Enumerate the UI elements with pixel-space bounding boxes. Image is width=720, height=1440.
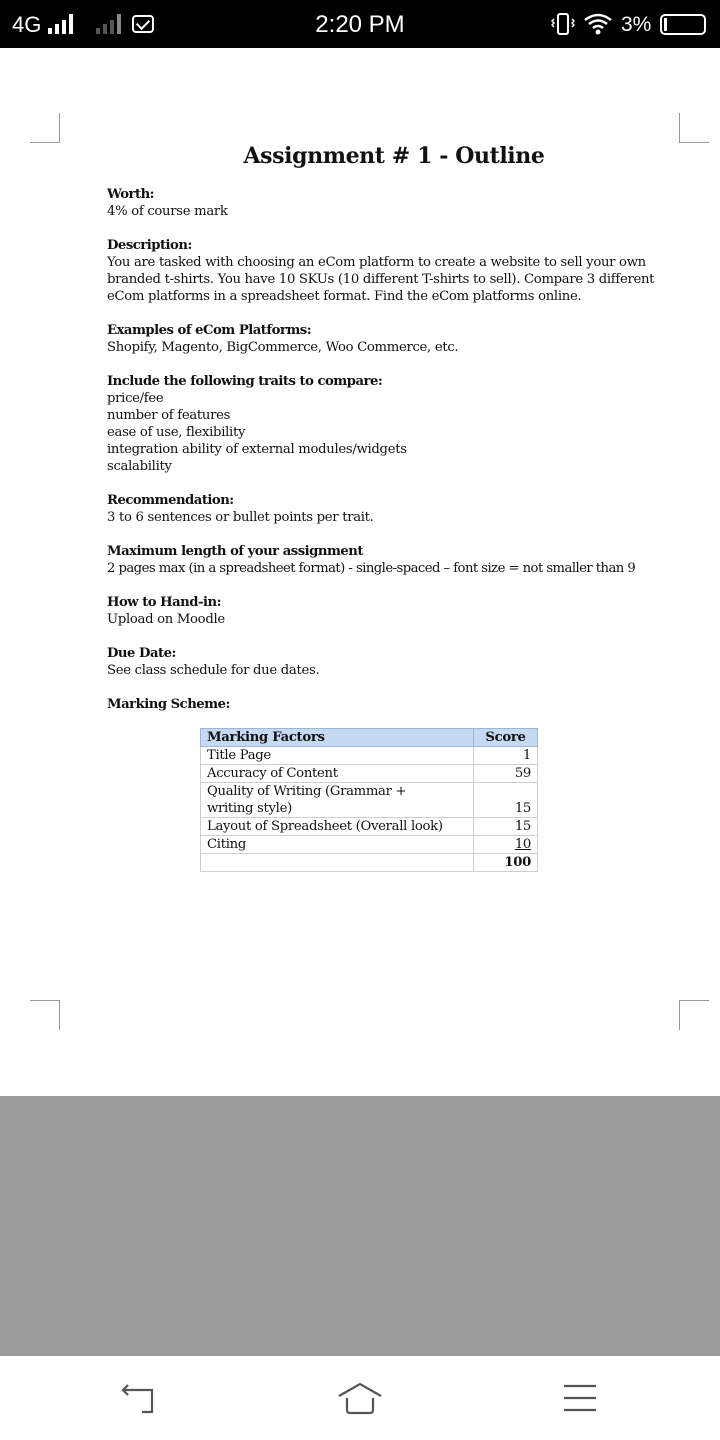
page-corner-mark (30, 1000, 60, 1030)
table-cell-empty (201, 854, 474, 872)
section-text: 4% of course mark (107, 204, 228, 219)
table-cell: 10 (474, 836, 538, 854)
navigation-bar (0, 1356, 720, 1440)
trait-item: scalability (107, 459, 172, 474)
section-description (107, 237, 687, 305)
table-cell: 59 (474, 765, 538, 783)
table-total-cell: 100 (474, 854, 538, 872)
vibrate-icon (551, 12, 575, 36)
section-heading: Due Date: (107, 646, 176, 661)
back-icon[interactable] (114, 1376, 164, 1420)
document-title: Assignment # 1 - Outline (243, 143, 545, 169)
section-heading: Worth: (107, 187, 155, 202)
trait-item: price/fee (107, 391, 164, 406)
section-text: Upload on Moodle (107, 612, 225, 627)
document-page[interactable] (0, 48, 720, 1096)
table-cell: Title Page (201, 747, 474, 765)
section-heading: Description: (107, 238, 192, 253)
table-cell-line: writing style) (207, 801, 292, 816)
marking-table (200, 728, 538, 872)
section-recommendation (107, 492, 687, 526)
table-header-cell: Marking Factors (201, 729, 474, 747)
section-text: You are tasked with choosing an eCom platform to create a website to sell your own branded t-shirts. You have 10 SKUs (10 different T-shirts to sell). Compare 3 different eCom platforms in a spreadsheet format. Find the eCom platforms online. (107, 255, 655, 304)
trait-item: integration ability of external modules/widgets (107, 442, 407, 457)
section-marking (107, 696, 687, 713)
table-cell: 15 (474, 818, 538, 836)
section-text: Shopify, Magento, BigCommerce, Woo Commerce, etc. (107, 340, 459, 355)
table-total-row (201, 854, 538, 872)
battery-icon (660, 14, 706, 35)
table-row (201, 747, 538, 765)
section-heading: Maximum length of your assignment (107, 544, 363, 559)
section-text: 2 pages max (in a spreadsheet format) - single-spaced – font size = not smaller than 9 (107, 561, 636, 576)
table-cell: 1 (474, 747, 538, 765)
trait-item: ease of use, flexibility (107, 425, 246, 440)
table-header-row (201, 729, 538, 747)
section-max-length (107, 543, 687, 577)
table-cell: 15 (474, 783, 538, 818)
trait-item: number of features (107, 408, 231, 423)
section-heading: Include the following traits to compare: (107, 374, 383, 389)
table-row (201, 836, 538, 854)
section-text: See class schedule for due dates. (107, 663, 320, 678)
menu-icon[interactable] (555, 1376, 605, 1420)
section-heading: Examples of eCom Platforms: (107, 323, 312, 338)
section-text: 3 to 6 sentences or bullet points per trait. (107, 510, 374, 525)
table-row (201, 783, 538, 818)
page-corner-mark (30, 113, 60, 143)
table-cell: Layout of Spreadsheet (Overall look) (201, 818, 474, 836)
document-body (107, 186, 687, 730)
table-cell: Accuracy of Content (201, 765, 474, 783)
document-background[interactable] (0, 1096, 720, 1356)
clock: 2:20 PM (315, 11, 405, 38)
section-due-date (107, 645, 687, 679)
section-heading: Recommendation: (107, 493, 234, 508)
table-cell-line: Quality of Writing (Grammar + (207, 784, 407, 799)
section-heading: Marking Scheme: (107, 697, 230, 712)
wifi-icon (583, 12, 613, 36)
table-row (201, 765, 538, 783)
page-corner-mark (679, 1000, 709, 1030)
section-examples (107, 322, 687, 356)
network-type: 4G (12, 12, 42, 37)
section-traits (107, 373, 687, 475)
status-bar (0, 0, 720, 48)
table-cell (201, 783, 474, 818)
section-worth (107, 186, 687, 220)
table-cell: Citing (201, 836, 474, 854)
table-row (201, 818, 538, 836)
battery-percent: 3% (621, 13, 652, 36)
page-corner-mark (679, 113, 709, 143)
section-hand-in (107, 594, 687, 628)
home-icon[interactable] (335, 1376, 385, 1420)
section-heading: How to Hand-in: (107, 595, 221, 610)
table-header-cell: Score (474, 729, 538, 747)
